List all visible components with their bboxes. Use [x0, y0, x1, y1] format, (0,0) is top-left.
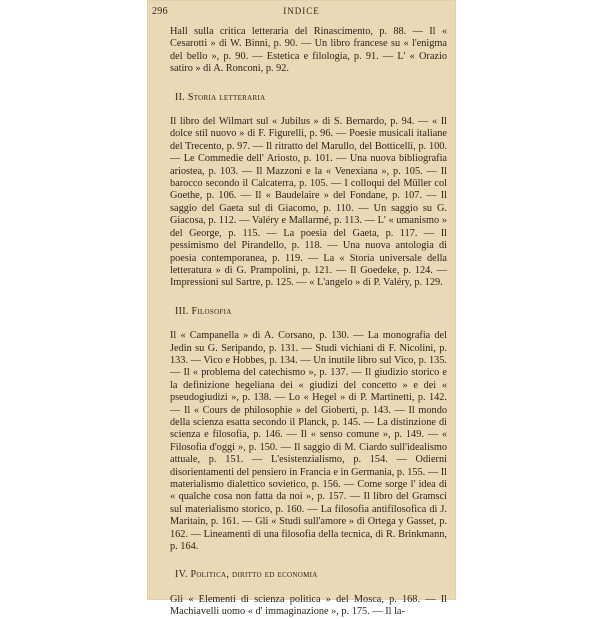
- section-heading-storia-letteraria: II. Storia letteraria: [175, 91, 266, 103]
- paragraph-intro: Hall sulla critica letteraria del Rinascimento, p. 88. — Il « Cesarotti » di W. Binni, p. 90. — Un libro francese su « l'enigma del bello », p. 90. — Estetica e filologia, p. 91. — L' « Orazio satiro » di A. Ronconi, p. 92.: [170, 26, 447, 75]
- section-heading-politica: IV. Politica, diritto ed economia: [175, 569, 318, 581]
- paragraph-storia-letteraria: Il libro del Wilmart sul « Jubilus » di S. Bernardo, p. 94. — « Il dolce stil nuovo » di F. Figurelli, p. 96. — Poesie musicali italiane del Trecento, p. 97. — Il ritratto del Marullo, del Botticelli, p. 100. — Le Commedie dell' Ariosto, p. 101. — Una nuova bibliografia ariostea, p. 103. — Il Mazzoni e la « Venexiana », p. 105. — Il barocco secondo il Calcaterra, p. 105. — I colloqui del Müller col Goethe, p. 106. — Il « Baudelaire » del Fondane, p. 107. — Il saggio del Gaeta sul di Giacomo, p. 110. — Un saggio su G. Giacosa, p. 112. — Valéry e Mallarmé, p. 113. — L' « umanismo » del George, p. 115. — La poesia del Gaeta, p. 117. — Il pessimismo del Pirandello, p. 118. — Una nuova antologia di poesia contemporanea, p. 119. — La « Storia universale della letteratura » di G. Prampolini, p. 121. — Il Goedeke, p. 124. — Impressioni sul Sartre, p. 125. — « L'angelo » di P. Valéry, p. 129.: [170, 116, 447, 289]
- section-gap: [170, 76, 447, 92]
- paragraph-filosofia: Il « Campanella » di A. Corsano, p. 130. — La monografia del Jedin su G. Seripando, p. 131. — Studi vichiani di F. Nicolini, p. 133. — Vico e Hobbes, p. 134. — Un inutile libro sul Vico, p. 135. — Il « problema del catechismo », p. 137. — Il giudizio storico e la definizione hegeliana dei « giudizi del concetto » e dei « pseudogiudizi », p. 138. — Lo « Hegel » di P. Martinetti, p. 142. — Il « Cours de philosophie » del Gioberti, p. 143. — Il mondo della scienza esatta secondo il Planck, p. 145. — La distinzione di scienza e filosofia, p. 146. — Il « senso comune », p. 149. — « Filosofia d'oggi », p. 150. — Il saggio di M. Ciardo sull'idealismo attuale, p. 151. — L'esistenzialismo, p. 154. — Odierni disorientamenti del pensiero in Francia e in Germania, p. 155. — Il materialismo dialettico sovietico, p. 156. — Come sorge l' idea di « qualche cosa non fatta da noi », p. 157. — Il libro del Gramsci sul materialismo storico, p. 160. — La filosofia antifilosofica di J. Maritain, p. 161. — Gli « Studi sull'amore » di Ortega y Gasset, p. 162. — Lineamenti di una filosofia della tecnica, di R. Brinkmann, p. 164.: [170, 330, 447, 553]
- page-number: 296: [152, 6, 168, 17]
- section-gap: [170, 318, 447, 330]
- section-gap: [170, 553, 447, 569]
- paragraph-politica: Gli « Elementi di scienza politica » del Mosca, p. 168. — Il Machiavelli uomo « d' immaginazione », p. 175. — Il la-: [170, 593, 447, 618]
- book-page: [147, 0, 456, 618]
- section-gap: [170, 104, 447, 116]
- section-heading-filosofia: III. Filosofia: [175, 305, 232, 317]
- page-header: [147, 6, 456, 20]
- section-gap: [170, 290, 447, 306]
- section-gap: [170, 582, 447, 594]
- running-title: INDICE: [283, 6, 320, 16]
- page-content: [170, 26, 447, 619]
